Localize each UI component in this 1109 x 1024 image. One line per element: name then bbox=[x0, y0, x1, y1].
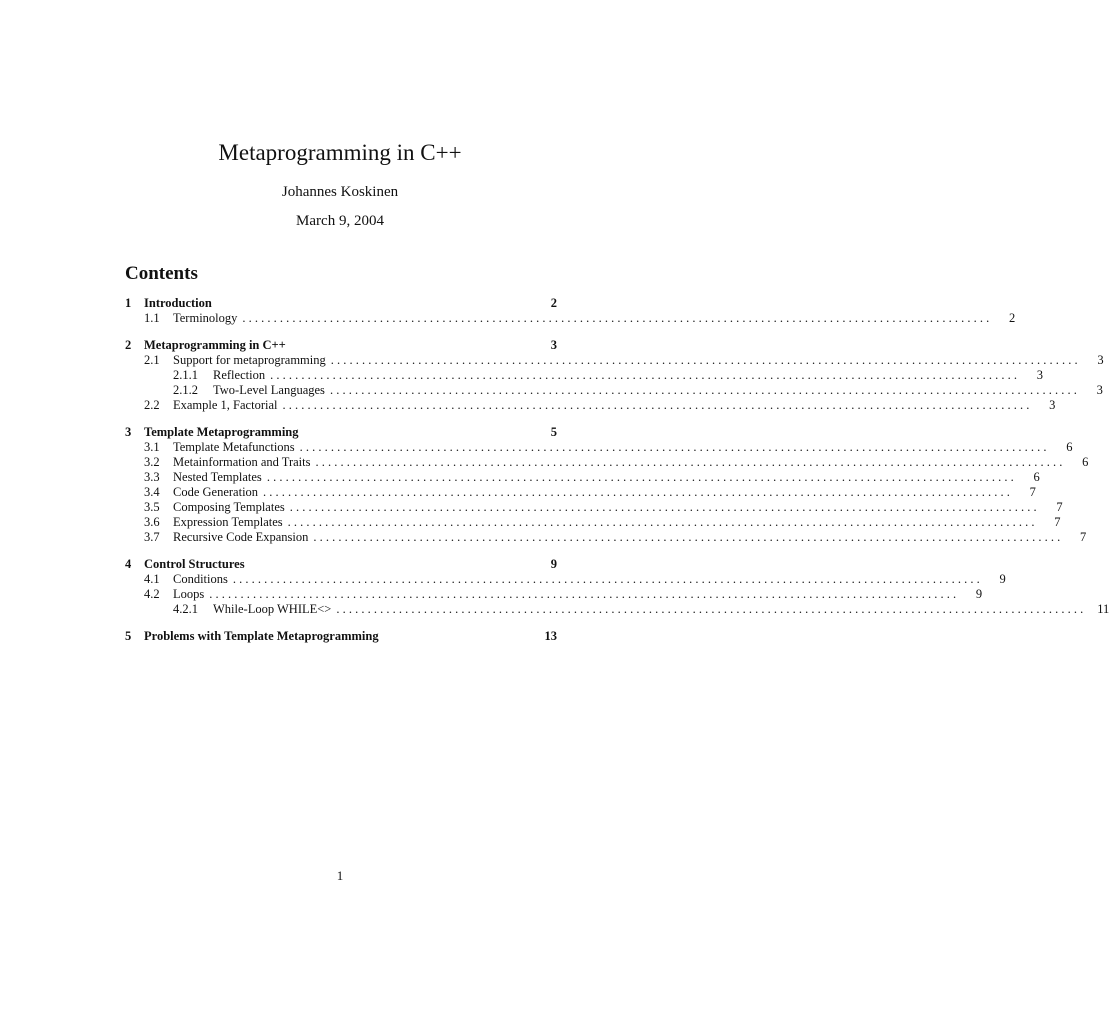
toc-entry-title: Two-Level Languages bbox=[213, 383, 325, 397]
toc-entry-title: Code Generation bbox=[173, 485, 259, 499]
toc-entry-title: Support for metaprogramming bbox=[173, 353, 326, 367]
toc-section bbox=[125, 338, 1104, 413]
toc-entry-number: 4.2.1 bbox=[173, 602, 198, 616]
toc-dot-leader: . . . . . . . . . . . . . . . . . . . . . . . . . . . . . . . . . . . . . . . . . . . . . . . . . . . . . . . . . . . . . . . . . . . . . . . . . . . . . . . . . . . . . . . . . . . . . . . . . . . . . . . . . . . . . . . . . . . . . . . . bbox=[289, 500, 1037, 514]
toc-entry-page: 9 bbox=[550, 557, 557, 571]
toc-entry-page: 2 bbox=[550, 296, 557, 310]
toc-entry-number: 3.4 bbox=[144, 485, 160, 499]
toc-entry-title: Loops bbox=[173, 587, 205, 601]
toc-subentry[interactable] bbox=[125, 383, 1103, 398]
toc-entry-title: Reflection bbox=[213, 368, 266, 382]
toc-entry-page: 3 bbox=[550, 338, 557, 352]
toc-subentry[interactable] bbox=[125, 485, 1036, 500]
toc-dot-leader: . . . . . . . . . . . . . . . . . . . . . . . . . . . . . . . . . . . . . . . . . . . . . . . . . . . . . . . . . . . . . . . . . . . . . . . . . . . . . . . . . . . . . . . . . . . . . . . . . . . . . . . . . . . . . . . . . . . . . . . . bbox=[209, 587, 957, 601]
toc-entry-page: 5 bbox=[550, 425, 557, 439]
toc-entry-title: Metaprogramming in C++ bbox=[144, 338, 286, 352]
toc-entry-number: 3.2 bbox=[144, 455, 160, 469]
toc-entry-number: 3.6 bbox=[144, 515, 160, 529]
toc-dot-leader: . . . . . . . . . . . . . . . . . . . . . . . . . . . . . . . . . . . . . . . . . . . . . . . . . . . . . . . . . . . . . . . . . . . . . . . . . . . . . . . . . . . . . . . . . . . . . . . . . . . . . . . . . . . . . . . . . . . . . . . . bbox=[330, 353, 1078, 367]
toc-dot-leader: . . . . . . . . . . . . . . . . . . . . . . . . . . . . . . . . . . . . . . . . . . . . . . . . . . . . . . . . . . . . . . . . . . . . . . . . . . . . . . . . . . . . . . . . . . . . . . . . . . . . . . . . . . . . . . . . . . . . . . . . bbox=[315, 455, 1063, 469]
toc-entry-page: 7 bbox=[1029, 485, 1036, 499]
toc-subentry[interactable] bbox=[125, 353, 1104, 368]
toc-entry-number: 3.5 bbox=[144, 500, 160, 514]
toc-entry-title: Terminology bbox=[173, 311, 238, 325]
document-title: Metaprogramming in C++ bbox=[218, 140, 462, 165]
toc-subentry[interactable] bbox=[125, 500, 1063, 515]
toc-dot-leader: . . . . . . . . . . . . . . . . . . . . . . . . . . . . . . . . . . . . . . . . . . . . . . . . . . . . . . . . . . . . . . . . . . . . . . . . . . . . . . . . . . . . . . . . . . . . . . . . . . . . . . . . . . . . . . . . . . . . . . . . bbox=[336, 602, 1084, 616]
toc-entry-title: While-Loop WHILE<> bbox=[213, 602, 332, 616]
toc-entry-title: Metainformation and Traits bbox=[173, 455, 311, 469]
toc-entry-title: Template Metaprogramming bbox=[144, 425, 299, 439]
toc-entry-page: 9 bbox=[975, 587, 983, 601]
toc-subentry[interactable] bbox=[125, 515, 1061, 530]
toc-section bbox=[125, 425, 1089, 545]
toc-entry-number: 4 bbox=[125, 557, 132, 571]
toc-entry-page: 11 bbox=[1097, 602, 1109, 616]
toc-dot-leader: . . . . . . . . . . . . . . . . . . . . . . . . . . . . . . . . . . . . . . . . . . . . . . . . . . . . . . . . . . . . . . . . . . . . . . . . . . . . . . . . . . . . . . . . . . . . . . . . . . . . . . . . . . . . . . . . . . . . . . . . bbox=[263, 485, 1010, 499]
toc-entry-page: 3 bbox=[1096, 383, 1103, 397]
toc-dot-leader: . . . . . . . . . . . . . . . . . . . . . . . . . . . . . . . . . . . . . . . . . . . . . . . . . . . . . . . . . . . . . . . . . . . . . . . . . . . . . . . . . . . . . . . . . . . . . . . . . . . . . . . . . . . . . . . . . . . . . . . . bbox=[266, 470, 1014, 484]
toc-subentry[interactable] bbox=[125, 572, 1006, 587]
toc-entry-title: Expression Templates bbox=[173, 515, 283, 529]
toc-entry-number: 3.7 bbox=[144, 530, 160, 544]
toc-entry-number: 2.1 bbox=[144, 353, 160, 367]
toc-entry-title: Example 1, Factorial bbox=[173, 398, 278, 412]
toc-subentry[interactable] bbox=[125, 311, 1016, 326]
toc-dot-leader: . . . . . . . . . . . . . . . . . . . . . . . . . . . . . . . . . . . . . . . . . . . . . . . . . . . . . . . . . . . . . . . . . . . . . . . . . . . . . . . . . . . . . . . . . . . . . . . . . . . . . . . . . . . . . . . . . . . . . . . . bbox=[287, 515, 1035, 529]
toc-entry-number: 3 bbox=[125, 425, 132, 439]
toc-dot-leader: . . . . . . . . . . . . . . . . . . . . . . . . . . . . . . . . . . . . . . . . . . . . . . . . . . . . . . . . . . . . . . . . . . . . . . . . . . . . . . . . . . . . . . . . . . . . . . . . . . . . . . . . . . . . . . . . . . . . . . . . bbox=[329, 383, 1077, 397]
toc-entry-number: 4.2 bbox=[144, 587, 160, 601]
toc-entry-number: 3.1 bbox=[144, 440, 160, 454]
toc-entry-number: 1.1 bbox=[144, 311, 160, 325]
toc-subentry[interactable] bbox=[125, 602, 1109, 617]
toc-entry-title: Nested Templates bbox=[173, 470, 262, 484]
toc-entry-page: 7 bbox=[1056, 500, 1063, 514]
toc-entry-title: Problems with Template Metaprogramming bbox=[144, 629, 379, 643]
toc-entry-number: 1 bbox=[125, 296, 132, 310]
toc-entry-title: Control Structures bbox=[144, 557, 245, 571]
toc-section bbox=[125, 296, 1016, 326]
toc-dot-leader: . . . . . . . . . . . . . . . . . . . . . . . . . . . . . . . . . . . . . . . . . . . . . . . . . . . . . . . . . . . . . . . . . . . . . . . . . . . . . . . . . . . . . . . . . . . . . . . . . . . . . . . . . . . . . . . . . . . . . . . . bbox=[299, 440, 1047, 454]
toc-subentry[interactable] bbox=[125, 455, 1089, 470]
toc-entry-page: 9 bbox=[999, 572, 1006, 586]
toc-entry-page: 7 bbox=[1080, 530, 1087, 544]
toc-entry-number: 2 bbox=[125, 338, 132, 352]
toc-dot-leader: . . . . . . . . . . . . . . . . . . . . . . . . . . . . . . . . . . . . . . . . . . . . . . . . . . . . . . . . . . . . . . . . . . . . . . . . . . . . . . . . . . . . . . . . . . . . . . . . . . . . . . . . . . . . . . . . . . . . . . . . bbox=[242, 311, 990, 325]
toc-subentry[interactable] bbox=[125, 587, 983, 602]
toc-entry-page: 6 bbox=[1082, 455, 1089, 469]
toc-entry-page: 3 bbox=[1097, 353, 1104, 367]
toc-section-entry[interactable] bbox=[125, 629, 557, 644]
toc-section-entry[interactable] bbox=[125, 425, 557, 440]
toc-dot-leader: . . . . . . . . . . . . . . . . . . . . . . . . . . . . . . . . . . . . . . . . . . . . . . . . . . . . . . . . . . . . . . . . . . . . . . . . . . . . . . . . . . . . . . . . . . . . . . . . . . . . . . . . . . . . . . . . . . . . . . . . bbox=[282, 398, 1030, 412]
toc-subentry[interactable] bbox=[125, 530, 1087, 545]
toc-dot-leader: . . . . . . . . . . . . . . . . . . . . . . . . . . . . . . . . . . . . . . . . . . . . . . . . . . . . . . . . . . . . . . . . . . . . . . . . . . . . . . . . . . . . . . . . . . . . . . . . . . . . . . . . . . . . . . . . . . . . . . . . bbox=[270, 368, 1017, 382]
toc-entry-title: Conditions bbox=[173, 572, 228, 586]
toc-entry-number: 2.2 bbox=[144, 398, 160, 412]
toc-subentry[interactable] bbox=[125, 440, 1073, 455]
toc-dot-leader: . . . . . . . . . . . . . . . . . . . . . . . . . . . . . . . . . . . . . . . . . . . . . . . . . . . . . . . . . . . . . . . . . . . . . . . . . . . . . . . . . . . . . . . . . . . . . . . . . . . . . . . . . . . . . . . . . . . . . . . . bbox=[313, 530, 1061, 544]
toc-entry-page: 3 bbox=[1049, 398, 1056, 412]
table-of-contents bbox=[125, 296, 1109, 656]
toc-entry-page: 2 bbox=[1009, 311, 1016, 325]
toc-entry-page: 6 bbox=[1033, 470, 1040, 484]
toc-entry-page: 6 bbox=[1066, 440, 1073, 454]
toc-entry-page: 3 bbox=[1036, 368, 1043, 382]
toc-entry-title: Template Metafunctions bbox=[173, 440, 295, 454]
toc-entry-number: 3.3 bbox=[144, 470, 160, 484]
contents-heading: Contents bbox=[125, 263, 198, 284]
document-date: March 9, 2004 bbox=[296, 213, 384, 229]
toc-subentry[interactable] bbox=[125, 368, 1043, 383]
toc-section-entry[interactable] bbox=[125, 296, 557, 311]
toc-entry-title: Composing Templates bbox=[173, 500, 285, 514]
author-name: Johannes Koskinen bbox=[281, 184, 399, 200]
toc-section bbox=[125, 629, 557, 644]
toc-subentry[interactable] bbox=[125, 470, 1040, 485]
toc-section bbox=[125, 557, 1109, 617]
toc-entry-number: 2.1.2 bbox=[173, 383, 198, 397]
toc-dot-leader: . . . . . . . . . . . . . . . . . . . . . . . . . . . . . . . . . . . . . . . . . . . . . . . . . . . . . . . . . . . . . . . . . . . . . . . . . . . . . . . . . . . . . . . . . . . . . . . . . . . . . . . . . . . . . . . . . . . . . . . . bbox=[232, 572, 980, 586]
toc-entry-page: 13 bbox=[544, 629, 557, 643]
toc-entry-number: 4.1 bbox=[144, 572, 160, 586]
page-number: 1 bbox=[336, 868, 344, 883]
toc-section-entry[interactable] bbox=[125, 338, 557, 353]
toc-entry-number: 5 bbox=[125, 629, 132, 643]
toc-entry-title: Recursive Code Expansion bbox=[173, 530, 309, 544]
toc-entry-page: 7 bbox=[1054, 515, 1061, 529]
toc-entry-title: Introduction bbox=[144, 296, 212, 310]
toc-subentry[interactable] bbox=[125, 398, 1056, 413]
toc-entry-number: 2.1.1 bbox=[173, 368, 198, 382]
toc-section-entry[interactable] bbox=[125, 557, 557, 572]
